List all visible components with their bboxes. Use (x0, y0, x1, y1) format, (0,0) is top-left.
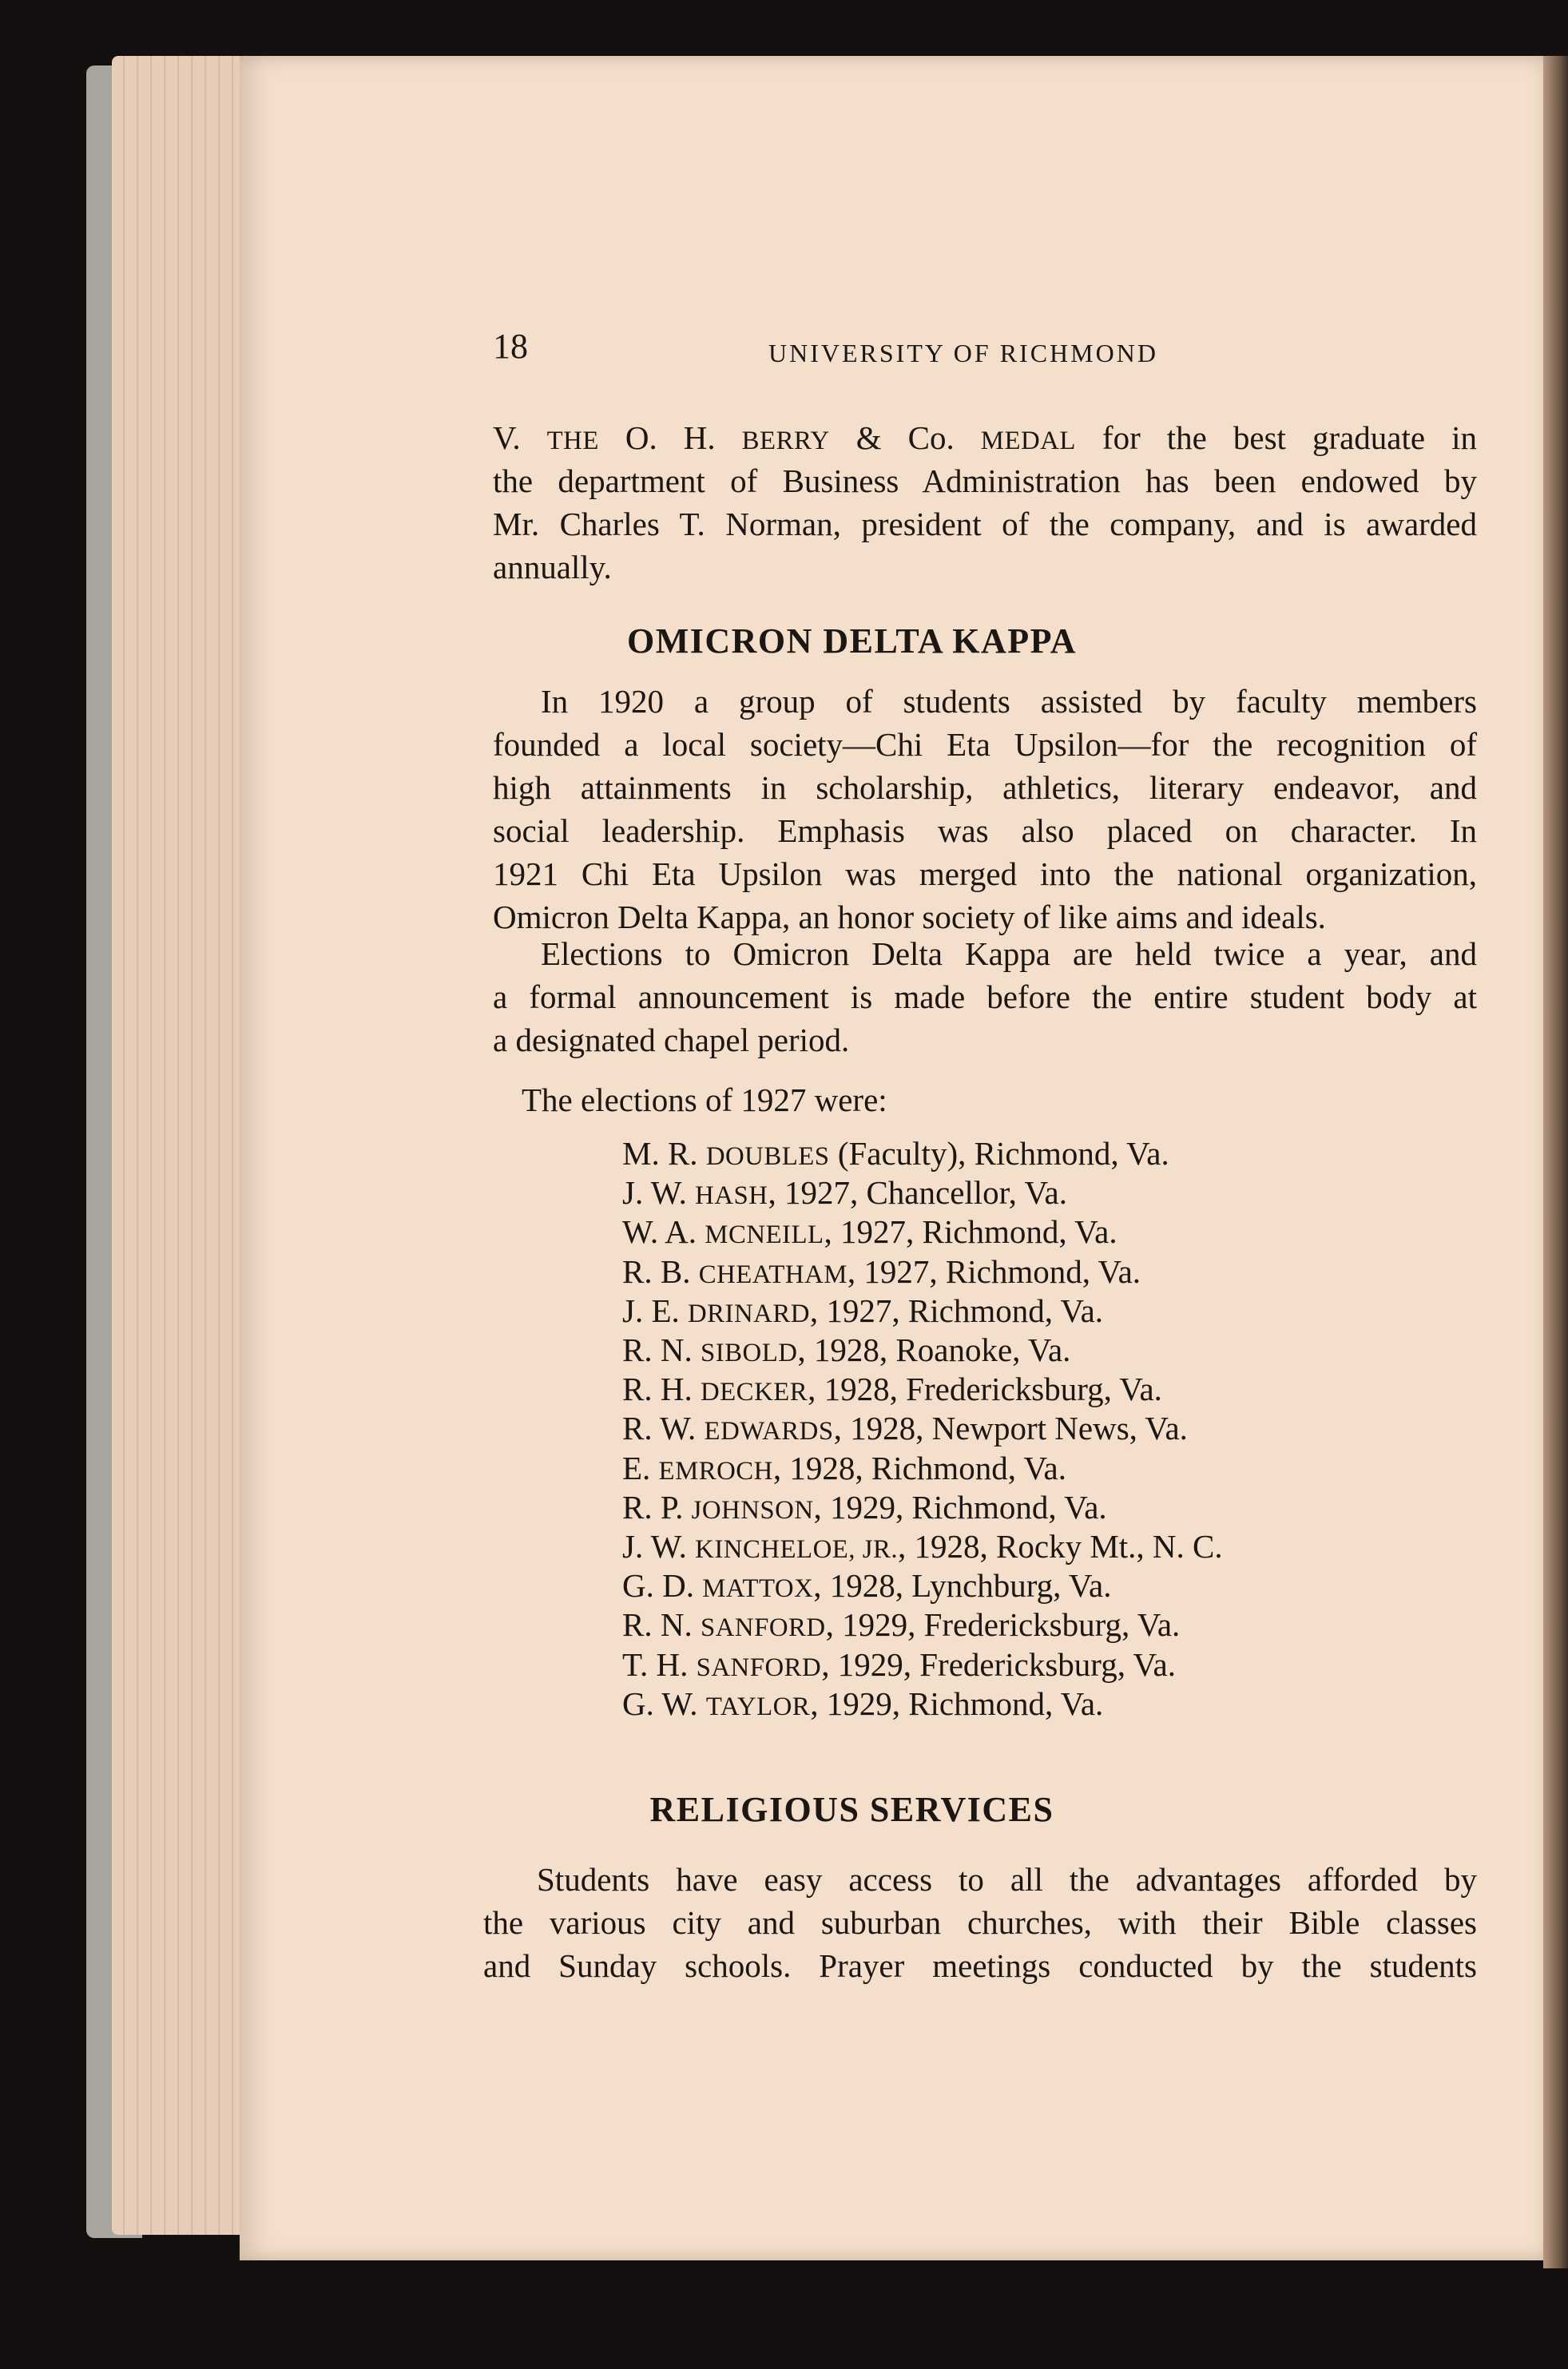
member-entry (622, 1212, 1117, 1251)
religious-line-3: and Sunday schools. Prayer meetings conducted by the students (483, 1947, 1477, 1984)
member-initials: R. P. (622, 1489, 692, 1526)
member-details: , 1927, Richmond, Va. (824, 1213, 1117, 1250)
member-details: (Faculty), Richmond, Va. (829, 1135, 1169, 1172)
member-surname: HASH (695, 1181, 768, 1210)
member-initials: J. E. (622, 1292, 688, 1329)
odk-p1-line-4: social leadership. Emphasis was also placed on character. In (493, 812, 1477, 849)
member-details: , 1928, Richmond, Va. (772, 1450, 1066, 1486)
odk-p1-line-5: 1921 Chi Eta Upsilon was merged into the national organization, (493, 855, 1477, 892)
odk-p1-line-6: Omicron Delta Kappa, an honor society of like aims and ideals. (493, 899, 1326, 935)
member-surname: EMROCH (658, 1457, 773, 1486)
member-details: , 1928, Roanoke, Va. (797, 1331, 1071, 1368)
member-initials: M. R. (622, 1135, 706, 1172)
member-details: , 1929, Richmond, Va. (810, 1685, 1104, 1722)
member-initials: E. (622, 1450, 659, 1486)
odk-p2-line-2: a formal announcement is made before the entire student body at (493, 978, 1477, 1015)
member-entry (622, 1292, 1103, 1330)
odk-p2-line-3: a designated chapel period. (493, 1022, 850, 1058)
member-surname: CHEATHAM (698, 1260, 848, 1289)
medal-line-3: Mr. Charles T. Norman, president of the company, and is awarded (493, 506, 1477, 542)
member-entry (622, 1566, 1111, 1605)
medal-line-2: the department of Business Administration has been endowed by (493, 462, 1477, 499)
member-details: , 1928, Lynchburg, Va. (813, 1567, 1112, 1604)
section-heading-religious: RELIGIOUS SERVICES (649, 1790, 1054, 1829)
member-details: , 1929, Fredericksburg, Va. (825, 1606, 1181, 1643)
member-surname: DECKER (700, 1378, 808, 1407)
member-details: , 1927, Chancellor, Va. (768, 1174, 1067, 1211)
member-surname: KINCHELOE, JR. (695, 1535, 899, 1564)
member-surname: MCNEILL (705, 1220, 824, 1249)
member-surname: SANFORD (700, 1613, 826, 1642)
odk-p1-line-2: founded a local society—Chi Eta Upsilon—for the recognition of (493, 726, 1477, 763)
member-details: , 1929, Richmond, Va. (813, 1489, 1107, 1526)
member-details: , 1927, Richmond, Va. (847, 1253, 1141, 1290)
medal-line-1: V. THE O. H. BERRY & Co. MEDAL for the best graduate in (493, 419, 1478, 456)
member-surname: DOUBLES (705, 1142, 830, 1171)
member-initials: R. N. (622, 1331, 701, 1368)
medal-line-4: annually. (493, 549, 612, 585)
religious-line-2: the various city and suburban churches, with their Bible classes (483, 1904, 1477, 1941)
member-surname: MATTOX (702, 1574, 814, 1603)
member-surname: JOHNSON (691, 1496, 814, 1525)
member-surname: EDWARDS (704, 1417, 834, 1446)
member-entry (622, 1134, 1169, 1173)
odk-p1-line-3: high attainments in scholarship, athletics, literary endeavor, and (493, 769, 1477, 806)
section-heading-odk: OMICRON DELTA KAPPA (626, 621, 1078, 661)
member-entry (622, 1173, 1067, 1212)
odk-p1-line-1: In 1920 a group of students assisted by faculty members (541, 683, 1477, 720)
member-details: , 1928, Newport News, Va. (833, 1410, 1188, 1446)
member-initials: W. A. (622, 1213, 705, 1250)
member-entry (622, 1684, 1103, 1723)
running-head: UNIVERSITY OF RICHMOND (768, 339, 1158, 367)
member-initials: R. N. (622, 1606, 701, 1643)
member-entry (622, 1409, 1188, 1447)
member-entry (622, 1488, 1107, 1526)
member-initials: G. D. (622, 1567, 703, 1604)
member-initials: R. W. (622, 1410, 705, 1446)
book-gutter-right (1543, 56, 1568, 2268)
member-surname: DRINARD (688, 1300, 810, 1328)
member-details: , 1928, Fredericksburg, Va. (808, 1371, 1162, 1407)
member-details: , 1927, Richmond, Va. (809, 1292, 1104, 1329)
member-initials: R. H. (622, 1371, 701, 1407)
member-entry (622, 1449, 1066, 1487)
member-initials: R. B. (622, 1253, 699, 1290)
member-entry (622, 1527, 1223, 1565)
member-initials: J. W. (622, 1174, 696, 1211)
member-initials: G. W. (622, 1685, 706, 1722)
member-initials: T. H. (622, 1646, 697, 1683)
member-details: , 1929, Fredericksburg, Va. (821, 1646, 1176, 1683)
member-initials: J. W. (622, 1528, 696, 1565)
odk-p2-line-1: Elections to Omicron Delta Kappa are held twice a year, and (541, 935, 1477, 972)
religious-line-1: Students have easy access to all the advantages afforded by (537, 1861, 1477, 1898)
member-entry (622, 1605, 1180, 1644)
member-surname: TAYLOR (705, 1692, 811, 1721)
member-entry (622, 1370, 1162, 1408)
elections-intro: The elections of 1927 were: (522, 1081, 887, 1118)
member-details: , 1928, Rocky Mt., N. C. (898, 1528, 1223, 1565)
member-surname: SANFORD (696, 1653, 822, 1682)
page-number: 18 (493, 327, 528, 366)
member-entry (622, 1252, 1141, 1291)
member-surname: SIBOLD (700, 1339, 798, 1367)
member-entry (622, 1331, 1070, 1369)
member-entry (622, 1645, 1176, 1684)
